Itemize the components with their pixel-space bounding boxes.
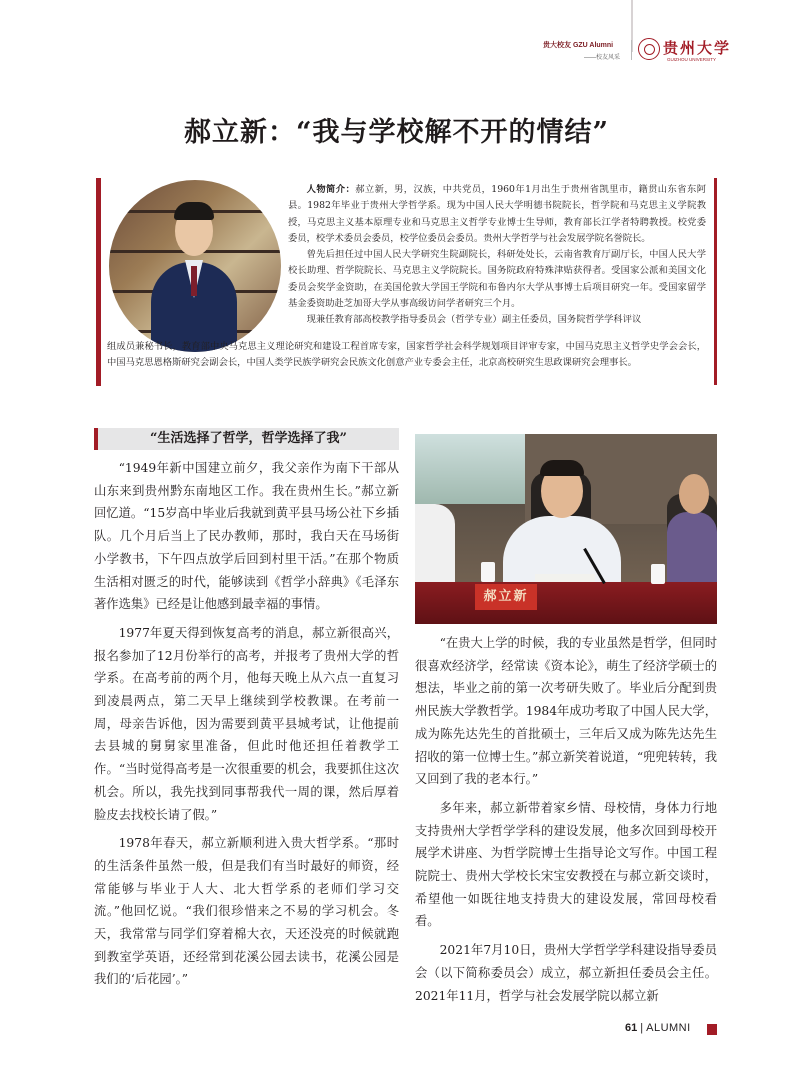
profile-paragraph-1: 郝立新，男，汉族，中共党员，1960年1月出生于贵州省凯里市，籍贯山东省东阿县。1982年毕业于贵州大学哲学系。现为中国人民大学明德书院院长，哲学院和马克思主义学院教授，马克思主义基本原理专业和马克思主义哲学专业博士生导师，教育部长江学者特聘教授。校党委委员，校学术委员会委员，校学位委员会委员。贵州大学哲学与社会发展学院名誉院长。 xyxy=(288,184,706,244)
meeting-photo xyxy=(415,434,717,624)
header-divider xyxy=(631,40,632,60)
right-column xyxy=(415,632,717,1013)
header-subtitle: ——校友风采 xyxy=(584,55,621,61)
left-paragraph-2: 1977年夏天得到恢复高考的消息，郝立新很高兴，报名参加了12月份举行的高考，并报考了贵州大学的哲学系。在高考前的两个月，他每天晚上从六点一直复习到凌晨两点，第二天早上继续到学校教课。在考前一周，母亲告诉他，因为需要到黄平县城考试，让他提前去县城的舅舅家里准备，但此时他还担任着教学工作。“当时觉得高考是一次很重要的机会，我要抓住这次机会。所以，我先找到同事帮我代一周的课，然后厚着脸皮去找校长请了假。” xyxy=(94,625,399,822)
page-number: 61 xyxy=(625,1022,638,1034)
left-column xyxy=(94,457,399,997)
profile-portrait xyxy=(109,180,281,352)
footer-accent-block xyxy=(707,1024,717,1035)
right-paragraph-2: 多年来，郝立新带着家乡情、母校情，身体力行地支持贵州大学哲学学科的建设发展，他多次回到母校开展学术讲座、为哲学院博士生指导论文写作。中国工程院院士、贵州大学校长宋宝安教授在与郝立新交谈时，希望他一如既往地支持贵大的建设发展，常回母校看看。 xyxy=(415,800,717,929)
left-paragraph-1: “1949年新中国建立前夕，我父亲作为南下干部从山东来到贵州黔东南地区工作。我在贵州生长。”郝立新回忆道。“15岁高中毕业后我就到黄平县马场公社下乡插队。几个月后当上了民办教师，那时，我白天在马场街小学教书，下午四点放学后回到村里干活。”在那个物质生活相对匮乏的时代，能够读到《哲学小辞典》《毛泽东著作选集》已经是让他感到最幸福的事情。 xyxy=(94,461,399,612)
section-heading-text: “生活选择了哲学，哲学选择了我” xyxy=(150,431,347,446)
university-seal-icon xyxy=(638,38,660,60)
profile-paragraph-3b: 组成员兼秘书长，教育部中央马克思主义理论研究和建设工程首席专家，国家哲学社会科学规划项目评审专家，中国马克思主义哲学史学会会长，中国马克思恩格斯研究会副会长，中国人类学民族学研究会民族文化创意产业专委会主任，北京高校研究生思政课研究会理事长。 xyxy=(107,341,706,369)
profile-accent-bar-left xyxy=(96,178,101,386)
profile-accent-bar-right xyxy=(714,178,717,385)
left-paragraph-3: 1978年春天，郝立新顺利进入贵大哲学系。“那时的生活条件虽然一般，但是我们有当时最好的师资，经常能够与毕业于人大、北大哲学系的老师们学习交流。”他回忆说。“我们很珍惜来之不易的学习机会。冬天，我常常与同学们穿着棉大衣，天还没亮的时候就跑到教室学英语，还经常到花溪公园去读书，花溪公园是我们的‘后花园’。” xyxy=(94,836,399,987)
footer-label: ALUMNI xyxy=(646,1022,691,1034)
header-school-en: 贵大校友 GZU Alumni xyxy=(543,42,614,49)
photo-nameplate: 郝立新 xyxy=(475,584,537,610)
article-title: 郝立新：“我与学校解不开的情结” xyxy=(183,117,610,148)
profile-paragraph-2: 曾先后担任过中国人民大学研究生院副院长，科研处处长，云南省教育厅副厅长，中国人民大学校长助理、哲学院院长、马克思主义学院院长。国务院政府特殊津贴获得者。受国家公派和美国文化委员会奖学金资助，在美国伦敦大学国王学院和布鲁内尔大学从事博士后项目研究一年。受国家留学基金委资助赴芝加哥大学从事高级访问学者研究三个月。 xyxy=(288,249,706,310)
section-heading xyxy=(94,428,399,450)
profile-paragraph-3a: 现兼任教育部高校教学指导委员会（哲学专业）副主任委员，国务院哲学学科评议 xyxy=(306,314,642,326)
profile-bio-wide xyxy=(107,339,706,372)
header-school-cn: 贵州大学 xyxy=(663,39,732,57)
profile-label: 人物简介： xyxy=(306,184,356,195)
right-paragraph-1: “在贵大上学的时候，我的专业虽然是哲学，但同时很喜欢经济学，经常读《资本论》，萌生了经济学硕士的想法，毕业之前的第一次考研失败了。毕业后分配到贵州民族大学教哲学。1984年成功考取了中国人民大学，成为陈先达先生的首批硕士，三年后又成为陈先达先生招收的第一位博士生。”郝立新笑着说道，“兜兜转转，我又回到了我的老本行。” xyxy=(415,636,717,787)
profile-bio xyxy=(288,182,706,329)
header-school-cn-en: GUIZHOU UNIVERSITY xyxy=(667,57,717,62)
footer-separator: | xyxy=(640,1022,644,1034)
page-footer xyxy=(625,1022,691,1034)
right-paragraph-3: 2021年7月10日，贵州大学哲学学科建设指导委员会（以下简称委员会）成立，郝立新担任委员会主任。2021年11月，哲学与社会发展学院以郝立新 xyxy=(415,943,717,1003)
